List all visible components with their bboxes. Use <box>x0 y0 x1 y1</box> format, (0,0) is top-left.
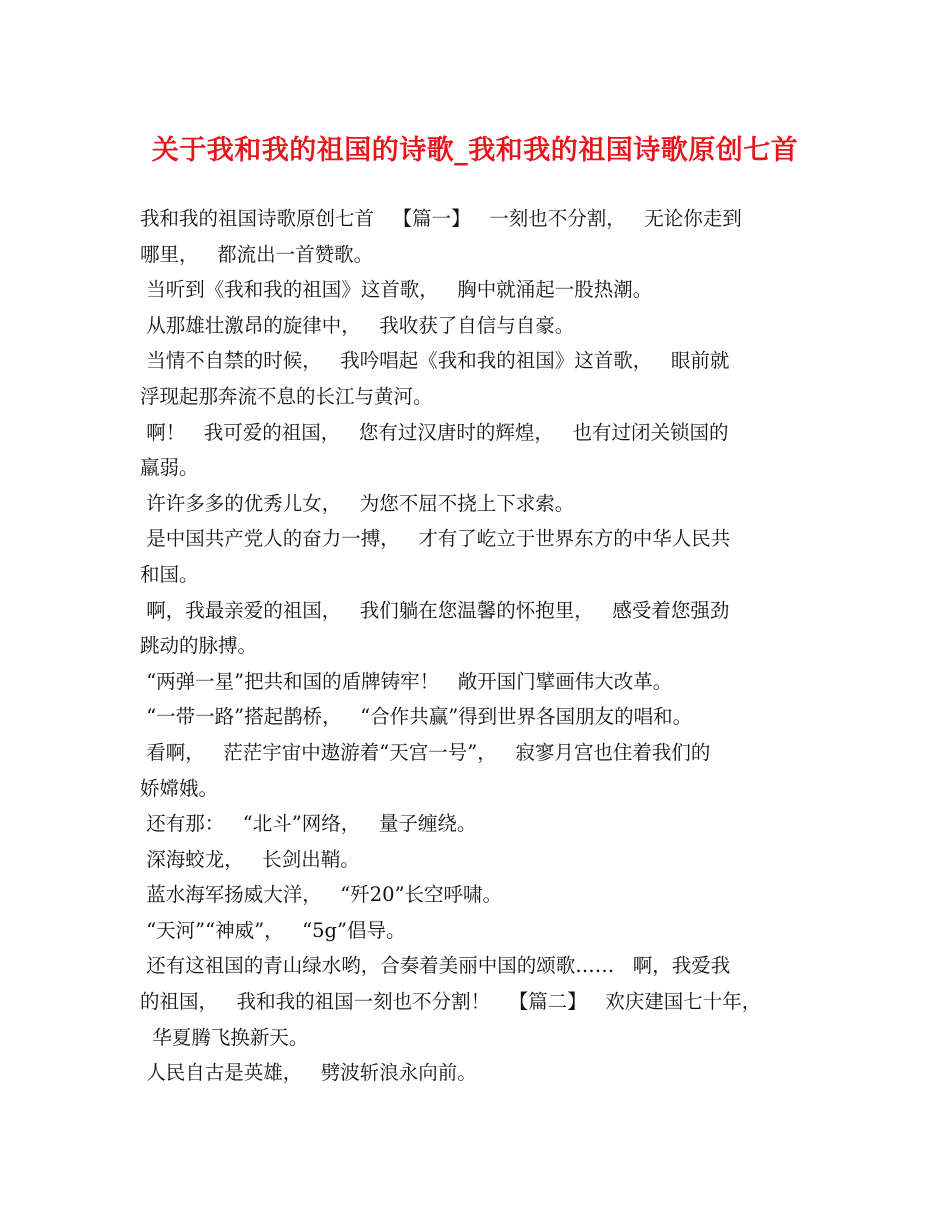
text-line: 人民自古是英雄， 劈波斩浪永向前。 <box>140 1061 477 1085</box>
text-line: 从那雄壮激昂的旋律中， 我收获了自信与自豪。 <box>140 313 575 337</box>
text-line: 娇嫦娥。 <box>140 776 219 800</box>
text-line: 当听到《我和我的祖国》这首歌， 胸中就涌起一股热潮。 <box>140 278 653 302</box>
text-line: 跳动的脉搏。 <box>140 634 258 658</box>
text-line: 是中国共产党人的奋力一搏， 才有了屹立于世界东方的中华人民共 <box>140 527 731 551</box>
text-line: 还有那： “北斗”网络， 量子缠绕。 <box>140 812 477 836</box>
text-line: “两弹一星”把共和国的盾牌铸牢！ 敞开国门擘画伟大改革。 <box>140 669 673 693</box>
text-line: 还有这祖国的青山绿水哟，合奏着美丽中国的颂歌…… 啊，我爱我 <box>140 954 731 978</box>
text-line: 和国。 <box>140 562 199 586</box>
text-line: 看啊， 茫茫宇宙中遨游着“天宫一号”， 寂寥月宫也住着我们的 <box>140 740 711 764</box>
text-line: 深海蛟龙， 长剑出鞘。 <box>140 847 360 871</box>
text-line: 哪里， 都流出一首赞歌。 <box>140 242 374 266</box>
poem-body <box>140 201 840 1091</box>
text-line: 华夏腾飞换新天。 <box>140 1025 309 1049</box>
text-line: 许许多多的优秀儿女， 为您不屈不挠上下求索。 <box>140 491 575 515</box>
text-line: 的祖国， 我和我的祖国一刻也不分割！ 【篇二】 欢庆建国七十年， <box>140 990 762 1014</box>
text-line: 啊，我最亲爱的祖国， 我们躺在您温馨的怀抱里， 感受着您强劲 <box>140 598 730 622</box>
text-line: “天河”“神威”， “5g”倡导。 <box>140 918 406 942</box>
text-line: 啊！ 我可爱的祖国， 您有过汉唐时的辉煌， 也有过闭关锁国的 <box>140 420 729 444</box>
text-line: 羸弱。 <box>140 456 199 480</box>
page-title: 关于我和我的祖国的诗歌_我和我的祖国诗歌原创七首 <box>151 135 799 166</box>
text-line: 蓝水海军扬威大洋， “歼20”长空呼啸。 <box>140 883 503 907</box>
text-line: “一带一路”搭起鹊桥， “合作共赢”得到世界各国朋友的唱和。 <box>140 705 693 729</box>
text-line: 当情不自禁的时候， 我吟唱起《我和我的祖国》这首歌， 眼前就 <box>140 349 730 373</box>
text-line: 我和我的祖国诗歌原创七首 【篇一】 一刻也不分割， 无论你走到 <box>140 207 742 230</box>
text-line: 浮现起那奔流不息的长江与黄河。 <box>140 384 433 408</box>
